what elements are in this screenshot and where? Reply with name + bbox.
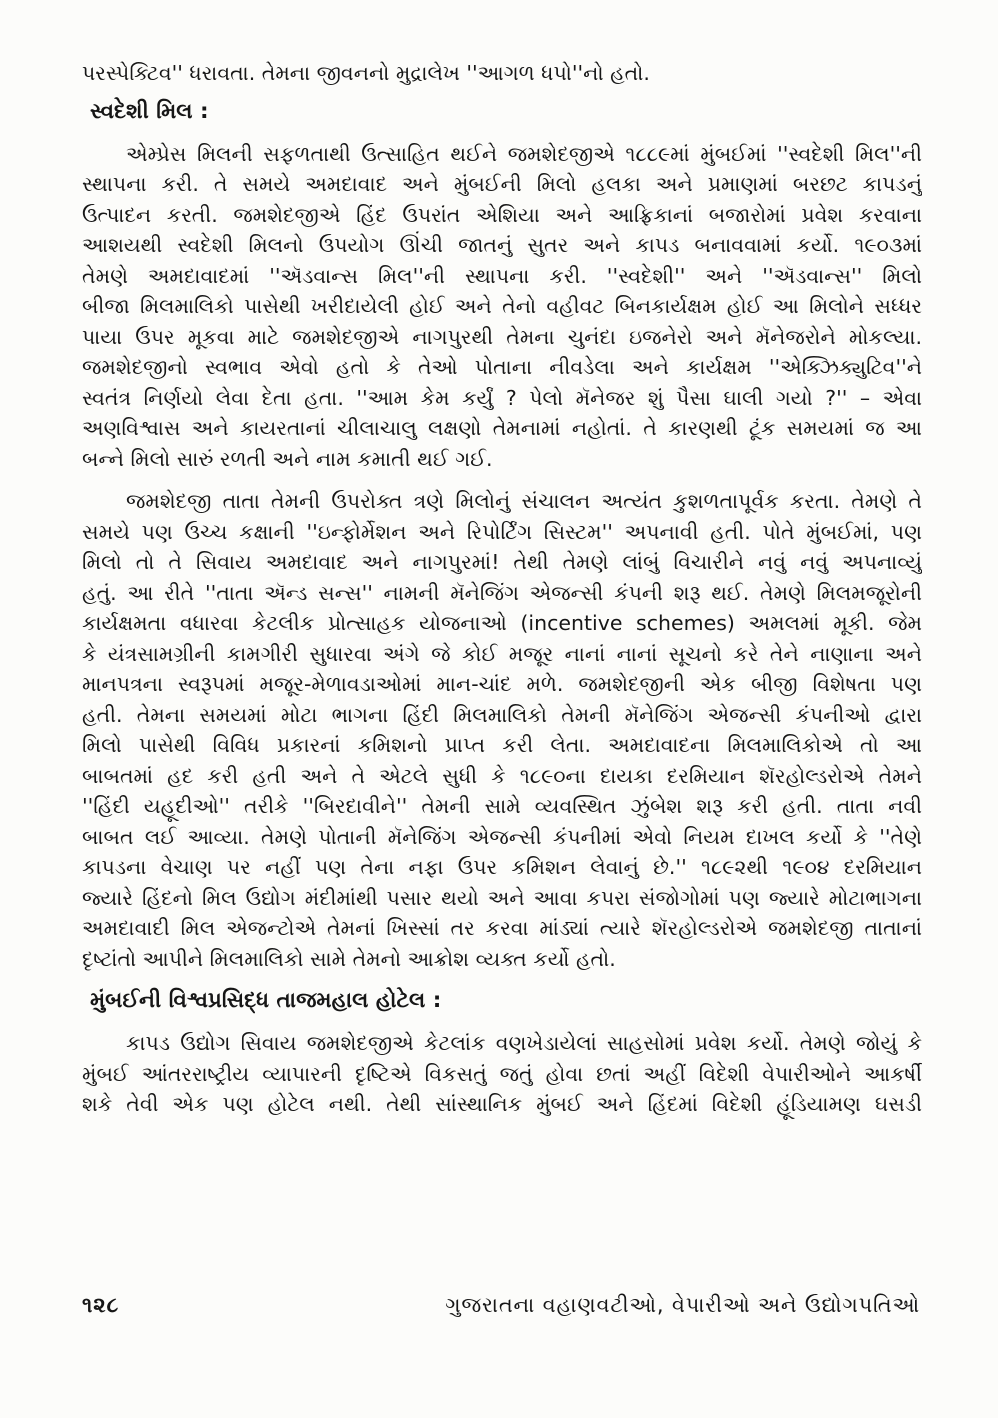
page-footer [82, 1290, 920, 1320]
text-line: બાબતમાં હદ કરી હતી અને તે એટલે સુધી કે ૧૮૯૦ના દાયકા દરમિયાન શૅરહોલ્ડરોએ તેમને [82, 763, 922, 788]
text-line: કે યંત્રસામગ્રીની કામગીરી સુધારવા અંગે જે કોઈ મજૂર નાનાં નાનાં સૂચનો કરે તેને નાણાના અને [82, 641, 922, 666]
text-line: હતું. આ રીતે ''તાતા ઍન્ડ સન્સ'' નામની મૅનેજિંગ એજન્સી કંપની શરૂ થઈ. તેમણે મિલમજૂરોની [82, 580, 922, 605]
text-line: સમયે પણ ઉચ્ચ કક્ષાની ''ઇન્ફોર્મેશન અને રિપોર્ટિંગ સિસ્ટમ'' અપનાવી હતી. પોતે મુંબઈમાં, પણ [82, 519, 922, 544]
text-line: બન્ને મિલો સારું રળતી અને નામ કમાતી થઈ ગઈ. [82, 446, 493, 471]
text-line: મિલો પાસેથી વિવિધ પ્રકારનાં કમિશનો પ્રાપ્ત કરી લેતા. અમદાવાદના મિલમાલિકોએ તો આ [82, 733, 922, 757]
text-line: એમ્પ્રેસ મિલની સફળતાથી ઉત્સાહિત થઈને જમશેદજીએ ૧૮૮૯માં મુંબઈમાં ''સ્વદેશી મિલ''ની [126, 141, 922, 166]
text-line: માનપત્રના સ્વરૂપમાં મજૂર-મેળાવડાઓમાં માન-ચાંદ મળે. જમશેદજીની એક બીજી વિશેષતા પણ [82, 672, 922, 696]
text-line: દૃષ્ટાંતો આપીને મિલમાલિકો સામે તેમનો આક્રોશ વ્યક્ત કર્યો હતો. [82, 946, 616, 971]
text-line: મિલો તો તે સિવાય અમદાવાદ અને નાગપુરમાં! તેથી તેમણે લાંબું વિચારીને નવું નવું અપનાવ્યું [82, 550, 922, 574]
text-line: સ્વતંત્ર નિર્ણયો લેવા દેતા હતા. ''આમ કેમ કર્યું ? પેલો મૅનેજર શું પૈસા ઘાલી ગયો ?'' – એવા [82, 385, 922, 410]
paragraph-taj-mahal-hotel-1 [82, 1028, 922, 1120]
text-line: ''હિંદી યહૂદીઓ'' તરીકે ''બિરદાવીને'' તેમની સામે વ્યવસ્થિત ઝુંબેશ શરૂ કરી હતી. તાતા નવી [82, 794, 922, 818]
lead-line: પરસ્પેક્ટિવ'' ધરાવતા. તેમના જીવનનો મુદ્રાલેખ ''આગળ ધપો''નો હતો. [82, 61, 650, 85]
text-line: બાબત લઈ આવ્યા. તેમણે પોતાની મૅનેજિંગ એજન્સી કંપનીમાં એવો નિયમ દાખલ કર્યો કે ''તેણે [82, 824, 922, 849]
text-line: કાપડના વેચાણ પર નહીં પણ તેના નફા ઉપર કમિશન લેવાનું છે.'' ૧૮૯૨થી ૧૯૦૪ દરમિયાન [82, 855, 922, 879]
text-line: જ્યારે હિંદનો મિલ ઉદ્યોગ મંદીમાંથી પસાર થયો અને આવા કપરા સંજોગોમાં પણ જ્યારે મોટાભાગના [82, 885, 922, 910]
text-line: સ્થાપના કરી. તે સમયે અમદાવાદ અને મુંબઈની મિલો હલકા અને પ્રમાણમાં બરછટ કાપડનું [82, 172, 922, 196]
paragraph-swadeshi-mill-1 [82, 139, 922, 475]
text-line: જમશેદજીનો સ્વભાવ એવો હતો કે તેઓ પોતાના નીવડેલા અને કાર્યક્ષમ ''એક્ઝિક્યુટિવ''ને [82, 355, 922, 379]
text-line: જમશેદજી તાતા તેમની ઉપરોક્ત ત્રણે મિલોનું સંચાલન અત્યંત કુશળતાપૂર્વક કરતા. તેમણે તે [126, 489, 922, 513]
text-line: અણવિશ્વાસ અને કાયરતાનાં ચીલાચાલુ લક્ષણો તેમનામાં નહોતાં. તે કારણથી ટૂંક સમયમાં જ આ [82, 416, 922, 440]
text-line: બીજા મિલમાલિકો પાસેથી ખરીદાયેલી હોઈ અને તેનો વહીવટ બિનકાર્યક્ષમ હોઈ આ મિલોને સધ્ધર [82, 294, 922, 318]
text-line: ઉત્પાદન કરતી. જમશેદજીએ હિંદ ઉપરાંત એશિયા અને આફ્રિકાનાં બજારોમાં પ્રવેશ કરવાના [82, 202, 922, 227]
text-line: અમદાવાદી મિલ એજન્ટોએ તેમનાં ખિસ્સાં તર કરવા માંડ્યાં ત્યારે શૅરહોલ્ડરોએ જમશેદજી તાતાનાં [82, 916, 922, 940]
text-line: પાયા ઉપર મૂકવા માટે જમશેદજીએ નાગપુરથી તેમના ચુનંદા ઇજનેરો અને મૅનેજરોને મોકલ્યા. [82, 324, 922, 349]
text-line: કાર્યક્ષમતા વધારવા કેટલીક પ્રોત્સાહક યોજનાઓ (incentive schemes) અમલમાં મૂકી. જેમ [82, 611, 922, 635]
page-number: ૧૨૮ [82, 1293, 120, 1317]
text-line: આશયથી સ્વદેશી મિલનો ઉપયોગ ઊંચી જાતનું સુતર અને કાપડ બનાવવામાં કર્યો. ૧૯૦૩માં [82, 233, 922, 257]
section-heading: મુંબઈની વિશ્વપ્રસિદ્ધ તાજમહાલ હોટેલ : [90, 988, 442, 1013]
section-swadeshi-mill [82, 97, 922, 975]
text-line: શકે તેવી એક પણ હોટેલ નથી. તેથી સાંસ્થાનિક મુંબઈ અને હિંદમાં વિદેશી હૂંડિયામણ ઘસડી [82, 1092, 922, 1116]
text-line: કાપડ ઉદ્યોગ સિવાય જમશેદજીએ કેટલાંક વણખેડાયેલાં સાહસોમાં પ્રવેશ કર્યો. તેમણે જોયું કે [126, 1031, 922, 1055]
page-body [82, 58, 922, 1348]
text-line: હતી. તેમના સમયમાં મોટા ભાગના હિંદી મિલમાલિકો તેમની મૅનેજિંગ એજન્સી કંપનીઓ દ્વારા [82, 702, 922, 727]
text-line: મુંબઈ આંતરરાષ્ટ્રીય વ્યાપારની દૃષ્ટિએ વિકસતું જતું હોવા છતાં અહીં વિદેશી વેપારીઓને આકર્ષી [82, 1061, 922, 1086]
text-line: તેમણે અમદાવાદમાં ''ઍડવાન્સ મિલ''ની સ્થાપના કરી. ''સ્વદેશી'' અને ''ઍડવાન્સ'' મિલો [82, 263, 922, 288]
running-title: ગુજરાતના વહાણવટીઓ, વેપારીઓ અને ઉદ્યોગપતિઓ [445, 1293, 920, 1317]
section-heading: સ્વદેશી મિલ : [90, 98, 209, 124]
section-taj-mahal-hotel [82, 986, 922, 1120]
paragraph-swadeshi-mill-2 [82, 486, 922, 974]
